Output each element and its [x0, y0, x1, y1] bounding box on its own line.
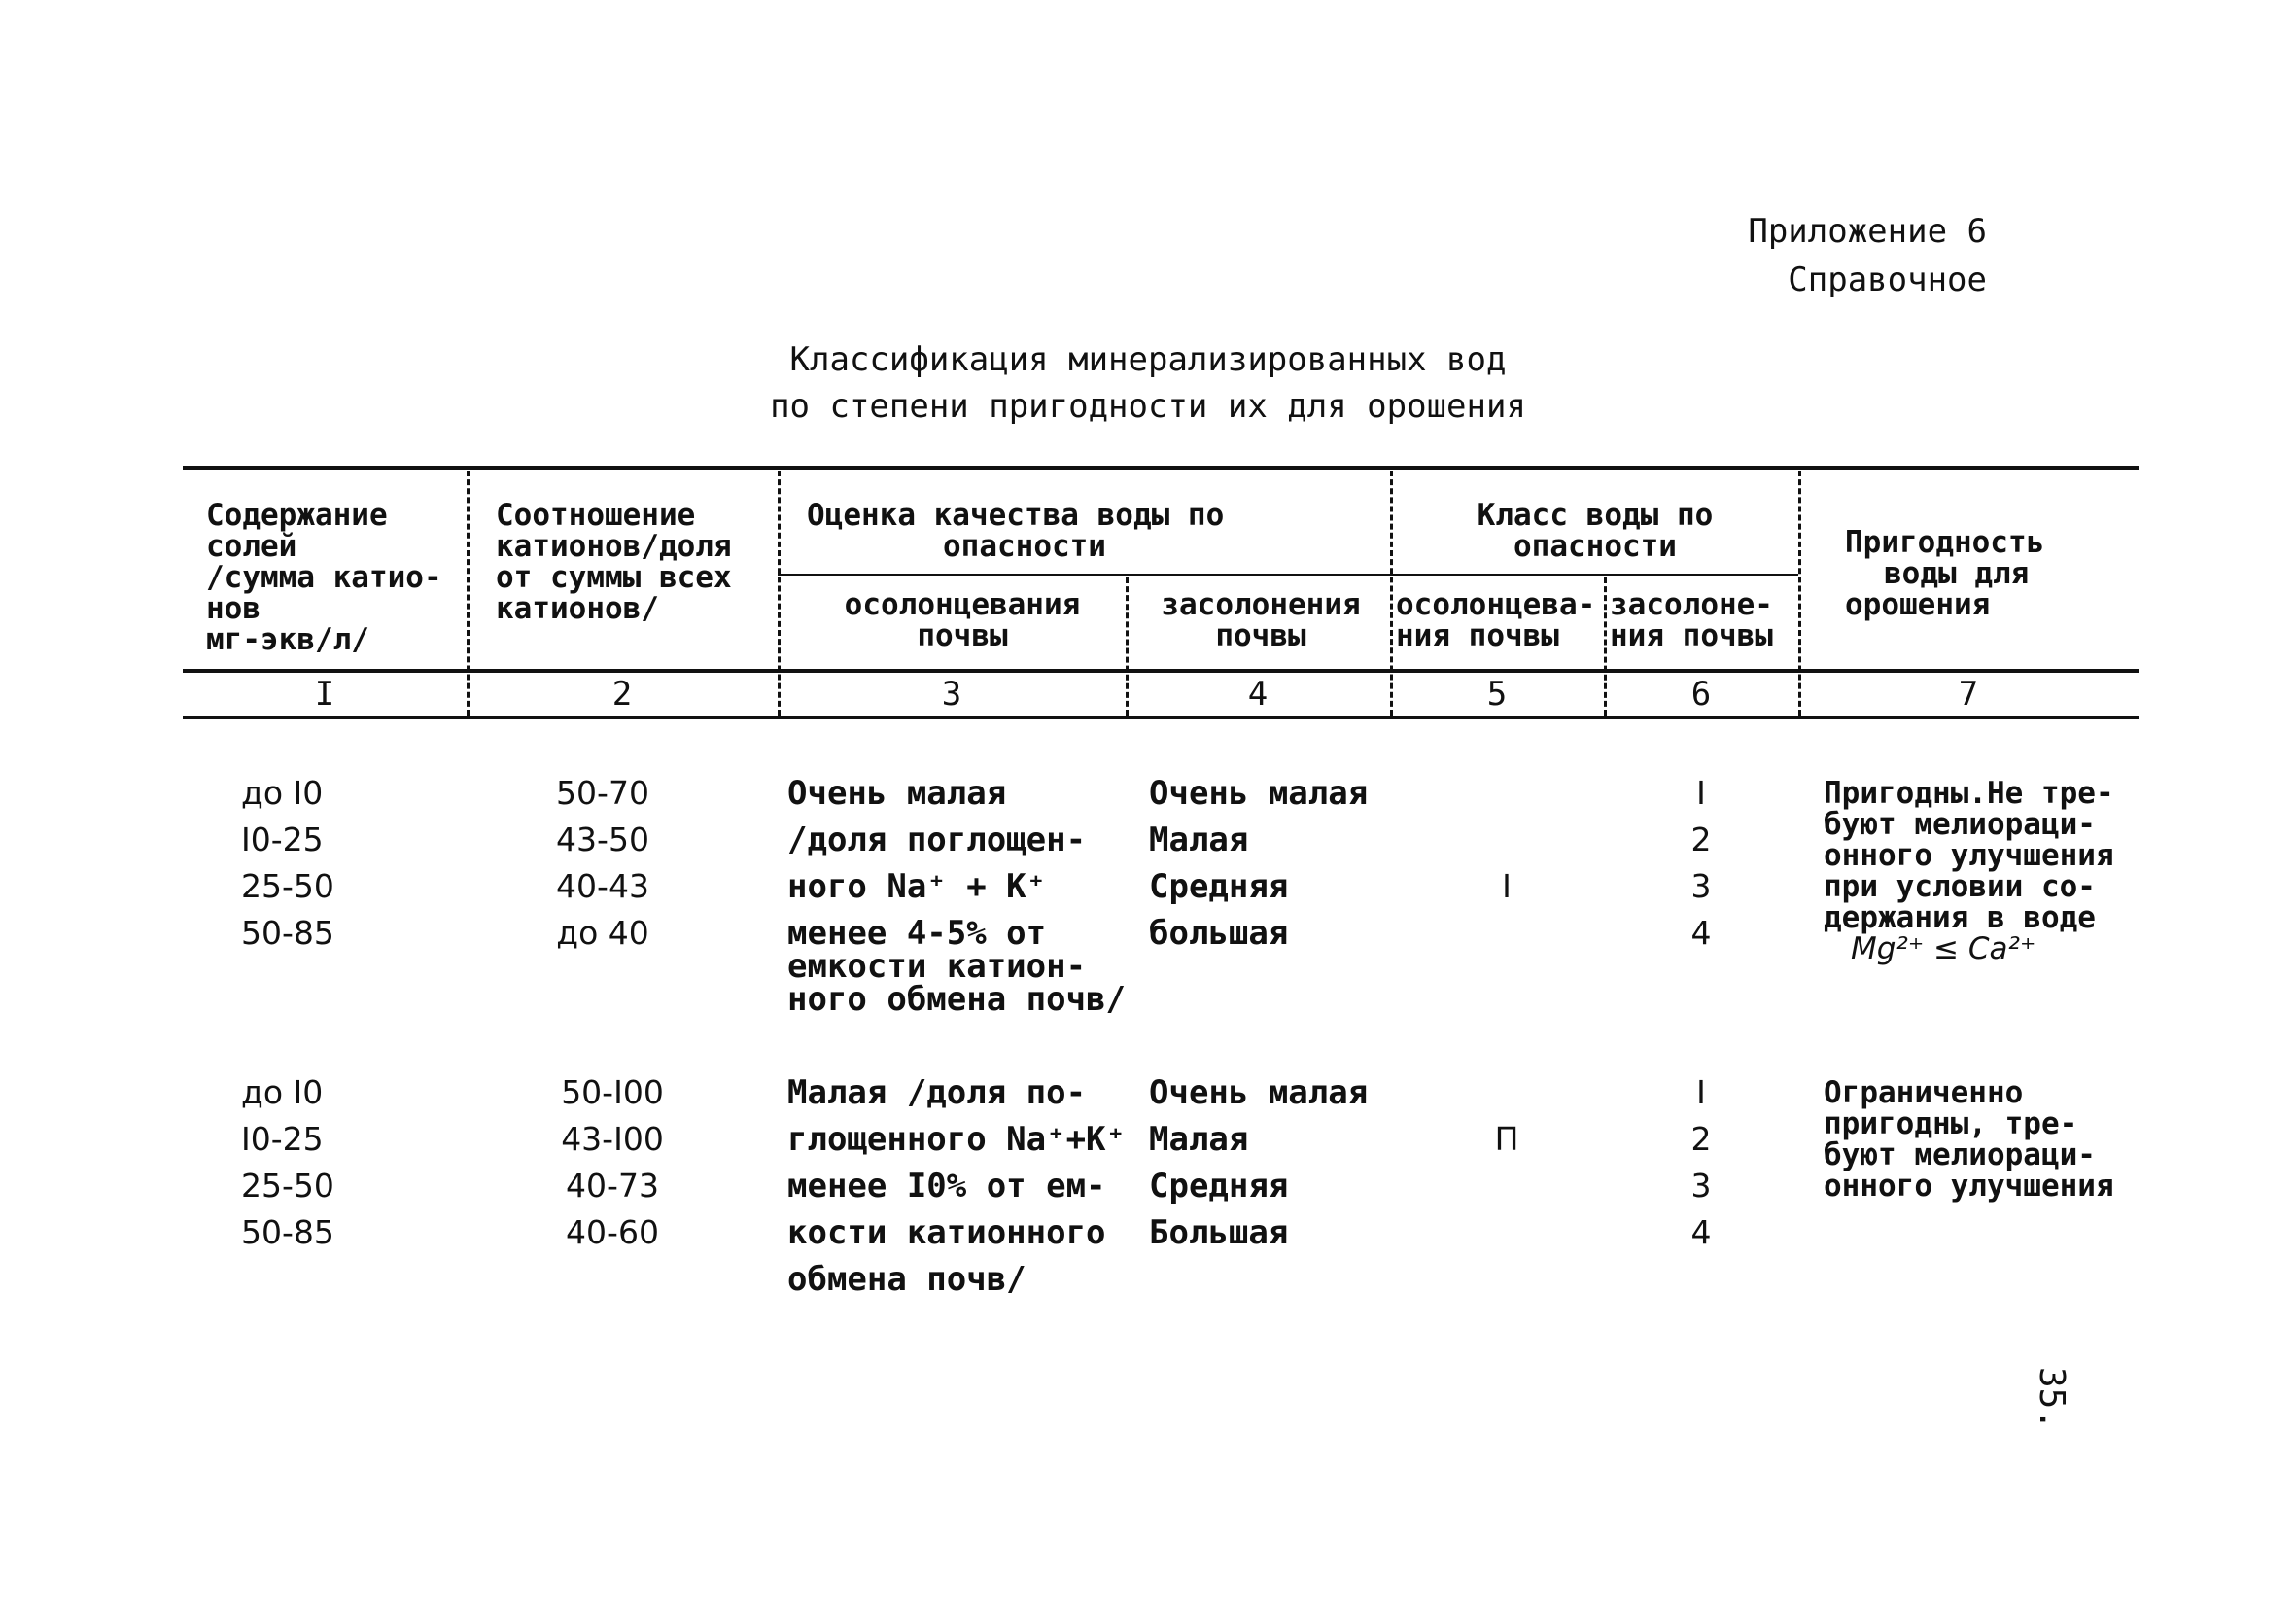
column-number-7: 7 — [1958, 675, 1979, 714]
header-col6: засолоне- ния почвы — [1610, 587, 1773, 653]
column-number-1: I — [314, 675, 335, 714]
header-col4: засолонения почвы — [1161, 587, 1361, 653]
column-number-2: 2 — [611, 675, 633, 714]
group2-salts: до I0 I0-25 25-50 50-85 — [241, 1073, 334, 1251]
header-col1: Содержание солей /сумма катио- нов мг-экв/л/ — [206, 498, 442, 657]
header-col3: осолонцевания почвы — [844, 587, 1081, 653]
page-number: 35. — [2032, 1366, 2072, 1431]
appendix-note: Справочное — [1788, 261, 1987, 299]
table-title-line1: Классификация минерализированных вод — [789, 340, 1507, 379]
class-group-rule — [1390, 574, 1798, 576]
column-numbers-rule — [183, 716, 2139, 719]
group1-salts: до I0 I0-25 25-50 50-85 — [241, 774, 334, 952]
group2-sodicity-class: П — [1494, 1120, 1519, 1158]
table-title-line2: по степени пригодности их для орошения — [770, 387, 1526, 426]
column-number-4: 4 — [1247, 675, 1269, 714]
appendix-label: Приложение 6 — [1748, 212, 1987, 251]
group2-suitability: Ограниченно пригодны, тре- буют мелиораци- онного улучшения — [1824, 1075, 2114, 1204]
header-col7: Пригодность воды для орошения — [1845, 525, 2045, 622]
column-number-3: 3 — [941, 675, 962, 714]
group1-sodicity-class: I — [1502, 867, 1512, 905]
group1-sodicity: Очень малая /доля поглощен- ного Na⁺ + K⁺ менее 4-5% от емкости катион- ного обмена почв/ — [787, 774, 1126, 1019]
group2-ratio: 50-I00 43-I00 40-73 40-60 — [561, 1073, 664, 1251]
table-top-rule — [183, 466, 2139, 470]
header-bottom-rule — [183, 669, 2139, 673]
group2-sodicity: Малая /доля по- глощенного Na⁺+K⁺ менее I0% от ем- кости катионного обмена почв/ — [787, 1073, 1126, 1299]
header-quality-group: Оценка качества воды по опасности — [807, 498, 1225, 564]
quality-group-rule — [778, 574, 1390, 576]
header-col2: Соотношение катионов/доля от суммы всех катионов/ — [496, 498, 732, 626]
group1-salinity-class: I 2 3 4 — [1690, 774, 1712, 952]
header-col5: осолонцева- ния почвы — [1396, 587, 1596, 653]
group1-salinity: Очень малая Малая Средняя большая — [1149, 774, 1369, 953]
group2-salinity: Очень малая Малая Средняя Большая — [1149, 1073, 1369, 1252]
column-number-6: 6 — [1690, 675, 1712, 714]
group1-suitability: Пригодны.Не тре- буют мелиораци- онного улучшения при условии со- держания в воде Mg²⁺ ≤ Ca²⁺ — [1824, 776, 2114, 966]
header-class-group: Класс воды по опасности — [1477, 498, 1714, 564]
column-number-5: 5 — [1486, 675, 1508, 714]
group1-ratio: 50-70 43-50 40-43 до 40 — [556, 774, 649, 952]
group2-salinity-class: I 2 3 4 — [1690, 1073, 1712, 1251]
